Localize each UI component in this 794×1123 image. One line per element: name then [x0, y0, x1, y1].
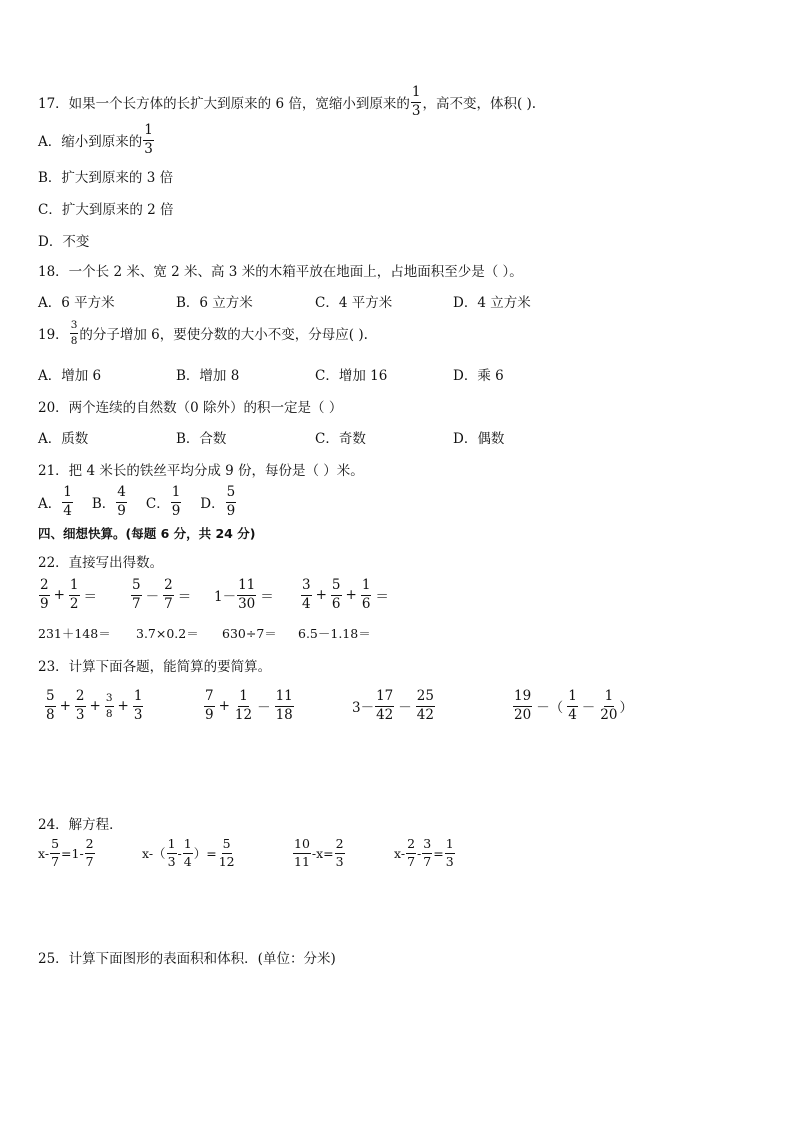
option-c: C． $\frac{1}{9}$ [145, 484, 181, 519]
expression: 3－ $\frac{17}{42}$ － $\frac{25}{42}$ [352, 688, 434, 723]
option-d: D． $\frac{5}{9}$ [200, 484, 236, 519]
question-24-stem: 24．解方程． [38, 817, 123, 833]
option-c: C．扩大到原来的 2 倍 [38, 202, 174, 218]
option-c: C．奇数 [315, 431, 366, 447]
option-b: B．扩大到原来的 3 倍 [38, 170, 174, 186]
question-22-stem: 22．直接写出得数。 [38, 555, 164, 571]
option-c: C．增加 16 [315, 368, 388, 384]
expression: 1－ $\frac{11}{30}$ ＝ [214, 577, 274, 612]
expression: 3.7×0.2＝ [136, 626, 199, 641]
option-c: C．4 平方米 [315, 295, 393, 311]
option-d: D．不变 [38, 234, 90, 250]
expression: 231＋148＝ [38, 626, 111, 641]
expression: 6.5－1.18＝ [298, 626, 371, 641]
option-a: A．增加 6 [38, 368, 102, 384]
option-d: D．乘 6 [453, 368, 504, 384]
equation: x-（ $\frac{1}{3}$ - $\frac{1}{4}$ ）= $\frac{5}{12}$ [142, 836, 235, 869]
section-title: 四、细想快算。(每题 6 分，共 24 分) [38, 526, 256, 541]
option-d: D．4 立方米 [453, 295, 531, 311]
equation: $\frac{10}{11}$ -x= $\frac{2}{3}$ [294, 836, 344, 869]
question-23-stem: 23．计算下面各题，能简算的要简算。 [38, 659, 272, 675]
equation: x- $\frac{5}{7}$ =1- $\frac{2}{7}$ [38, 836, 94, 869]
option-b: B．6 立方米 [176, 295, 253, 311]
expression: $\frac{7}{9}$ + $\frac{1}{12}$ － $\frac{11}{18}$ [205, 688, 293, 723]
option-a: A． $\frac{1}{4}$ [38, 484, 72, 519]
fraction: $\frac{1}{3}$ [411, 84, 421, 119]
question-17-text-suffix: ，高不变，体积( ). [422, 96, 537, 112]
equation: x- $\frac{2}{7}$ - $\frac{3}{7}$ = $\frac{1}{3}$ [394, 836, 454, 869]
question-25-stem: 25．计算下面图形的表面积和体积．(单位：分米) [38, 951, 336, 967]
fraction: $\frac{3}{8}$ [70, 319, 78, 347]
fraction: $\frac{1}{3}$ [144, 122, 153, 157]
question-18-stem: 18．一个长 2 米、宽 2 米、高 3 米的木箱平放在地面上，占地面积至少是（ ）。 [38, 264, 523, 280]
option-d: D．偶数 [453, 431, 505, 447]
option-b: B．增加 8 [176, 368, 240, 384]
expression: $\frac{5}{8}$ + $\frac{2}{3}$ + $\frac{3}{8}$ + $\frac{1}{3}$ [46, 688, 143, 723]
question-17-stem [38, 86, 536, 118]
option-a: A．缩小到原来的 $\frac{1}{3}$ [38, 122, 153, 157]
question-21-options [38, 486, 237, 518]
question-21-stem: 21．把 4 米长的铁丝平均分成 9 份，每份是（ ）米。 [38, 463, 364, 479]
question-19-stem: 19． $\frac{3}{8}$ 的分子增加 6，要使分数的大小不变，分母应( ). [38, 319, 368, 347]
expression: $\frac{19}{20}$ －（ $\frac{1}{4}$ － $\frac{1}{20}$ ） [514, 688, 633, 723]
expression: $\frac{3}{4}$ + $\frac{5}{6}$ + $\frac{1}{6}$ ＝ [302, 577, 389, 612]
question-17-text: 17．如果一个长方体的长扩大到原来的 6 倍，宽缩小到原来的 [38, 96, 410, 112]
option-a: A．质数 [38, 431, 89, 447]
option-a: A．6 平方米 [38, 295, 115, 311]
option-b: B． $\frac{4}{9}$ [91, 484, 126, 519]
option-b: B．合数 [176, 431, 227, 447]
expression: $\frac{2}{9}$ + $\frac{1}{2}$ ＝ [40, 577, 97, 612]
expression: $\frac{5}{7}$ － $\frac{2}{7}$ ＝ [132, 577, 192, 612]
expression: 630÷7＝ [222, 626, 277, 641]
question-20-stem: 20．两个连续的自然数（0 除外）的积一定是（ ） [38, 400, 343, 416]
